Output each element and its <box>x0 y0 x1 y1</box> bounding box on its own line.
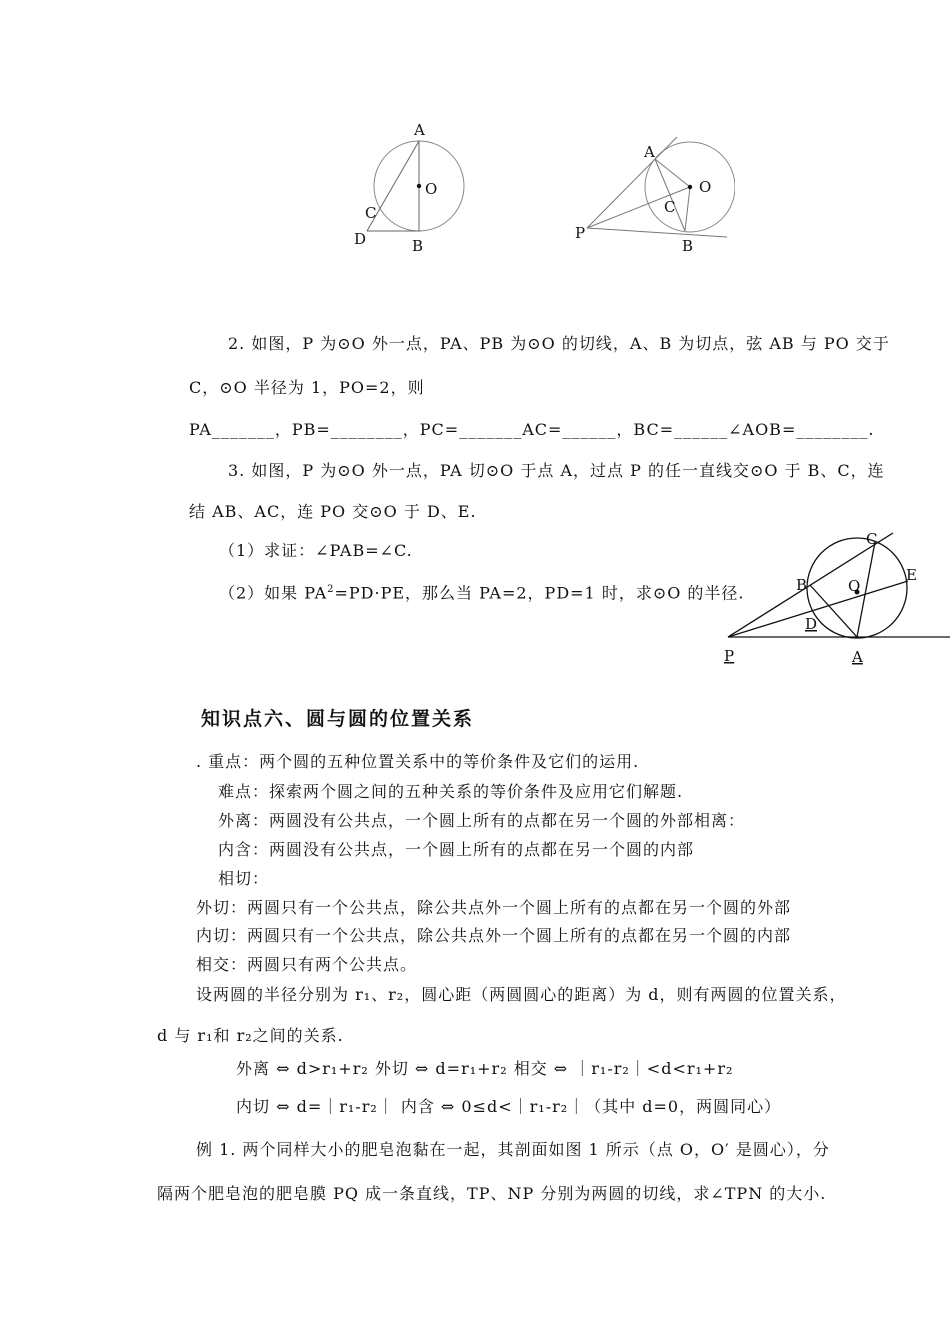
center-dot <box>417 184 421 188</box>
key-point: . 重点：两个圆的五种位置关系中的等价条件及它们的运用. <box>196 752 640 771</box>
problem2-line1: 2. 如图，P 为⊙O 外一点，PA、PB 为⊙O 的切线，A、B 为切点，弦 AB 与 PO 交于 <box>228 334 890 353</box>
section-heading: 知识点六、圆与圆的位置关系 <box>201 708 475 730</box>
label-p: P <box>575 224 586 242</box>
label-p: P <box>724 647 735 665</box>
difficulty: 难点：探索两个圆之间的五种关系的等价条件及应用它们解题. <box>218 782 684 801</box>
ext-tangent-def: 外切：两圆只有一个公共点，除公共点外一个圆上所有的点都在另一个圆的外部 <box>196 898 792 917</box>
label-c: C <box>365 204 377 222</box>
part2-text-b: =PD·PE，那么当 PA=2，PD=1 时，求⊙O 的半径. <box>334 583 745 603</box>
formula-line2: 内切 ⇔ d=｜r₁-r₂｜ 内含 ⇔ 0≤d<｜r₁-r₂｜（其中 d=0，两圆同心） <box>236 1097 782 1116</box>
part2-text-a: （2）如果 PA <box>219 583 328 603</box>
internal-def: 内含：两圆没有公共点，一个圆上所有的点都在另一个圆的内部 <box>218 840 695 859</box>
label-d: D <box>354 230 367 248</box>
label-a: A <box>414 121 425 139</box>
problem2-blanks: PA_______，PB=________，PC=_______AC=______，BC=______∠AOB=________. <box>189 420 875 439</box>
external-def: 外离：两圆没有公共点，一个圆上所有的点都在另一个圆的外部相离： <box>218 811 746 830</box>
problem3-part2 <box>219 580 745 603</box>
figure-two-tangents <box>565 125 735 260</box>
example1-line2: 隔两个肥皂泡的肥皂膜 PQ 成一条直线，TP、NP 分别为两圆的切线，求∠TPN 的大小. <box>157 1184 827 1203</box>
figure-circle-diameter <box>345 115 475 260</box>
label-a: A <box>644 143 655 161</box>
radius-oa <box>655 159 690 187</box>
intersect-def: 相交：两圆只有两个公共点。 <box>196 955 418 974</box>
label-o: O <box>848 577 861 595</box>
label-b: B <box>412 237 424 255</box>
figure-secant-tangent <box>720 525 950 670</box>
label-o: O <box>425 180 438 198</box>
part2-sup: 2 <box>327 584 335 595</box>
center-dot <box>688 185 692 189</box>
tangent-def: 相切： <box>218 869 270 888</box>
label-c: C <box>866 530 878 548</box>
label-c: C <box>664 198 676 216</box>
label-e: E <box>906 566 917 584</box>
label-d: D <box>805 615 818 633</box>
problem3-line2: 结 AB、AC，连 PO 交⊙O 于 D、E. <box>189 502 477 521</box>
label-b: B <box>682 237 694 255</box>
problem3-part1: （1）求证：∠PAB=∠C. <box>219 541 413 560</box>
problem3-line1: 3. 如图，P 为⊙O 外一点，PA 切⊙O 于点 A，过点 P 的任一直线交⊙O 于 B、C，连 <box>228 461 885 480</box>
radius-line: 设两圆的半径分别为 r₁、r₂，圆心距（两圆圆心的距离）为 d，则有两圆的位置关系， <box>196 985 847 1004</box>
relation-line: d 与 r₁和 r₂之间的关系. <box>157 1026 344 1045</box>
int-tangent-def: 内切：两圆只有一个公共点，除公共点外一个圆上所有的点都在另一个圆的内部 <box>196 926 792 945</box>
formula-line1: 外离 ⇔ d>r₁+r₂ 外切 ⇔ d=r₁+r₂ 相交 ⇔ ｜r₁-r₂｜<d<r₁+r₂ <box>236 1059 734 1078</box>
label-b: B <box>796 576 808 594</box>
label-o: O <box>699 178 712 196</box>
label-a: A <box>852 648 863 666</box>
problem2-line2: C，⊙O 半径为 1，PO=2，则 <box>189 378 425 397</box>
line-pe <box>728 581 908 637</box>
example1-line1: 例 1. 两个同样大小的肥皂泡黏在一起，其剖面如图 1 所示（点 O，O′ 是圆心），分 <box>196 1140 830 1159</box>
radius-ob <box>685 187 690 231</box>
